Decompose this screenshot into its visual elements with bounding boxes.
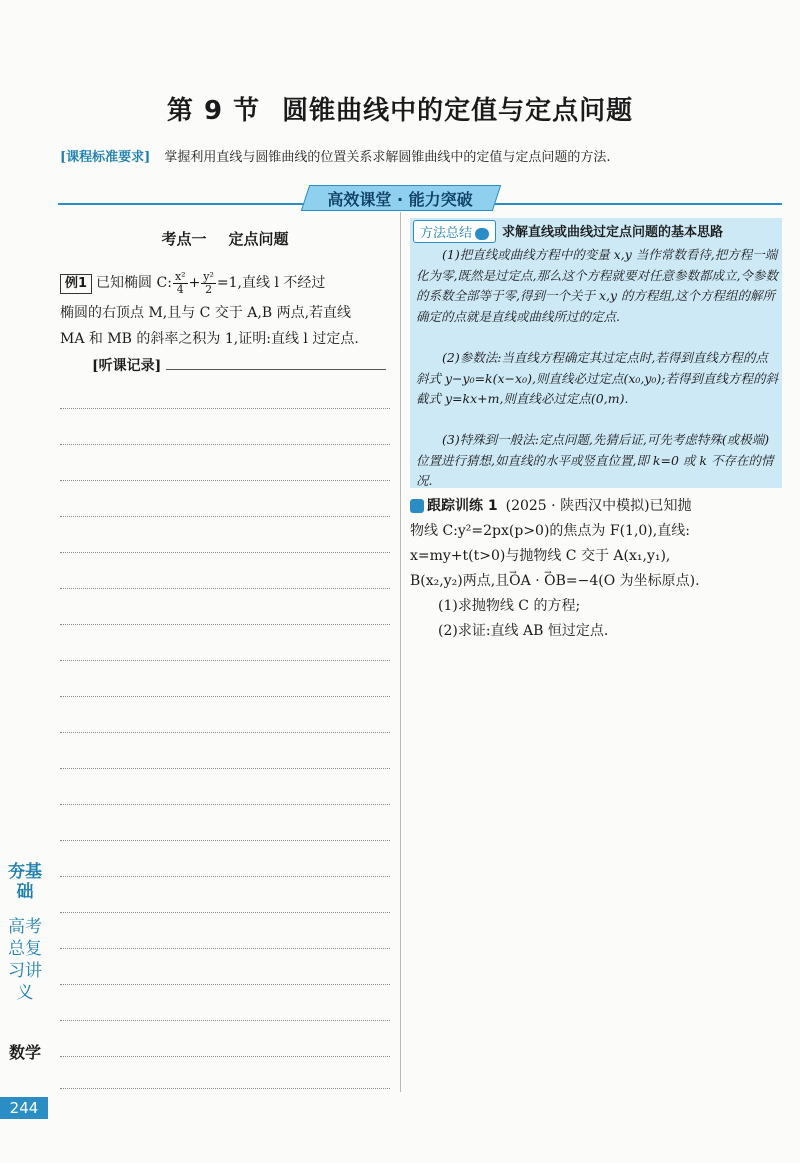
example-line-1 [60,270,395,296]
note-line[interactable] [60,624,390,626]
method-point-1 [416,245,778,327]
track-text-1: (2025 · 陕西汉中模拟)已知抛 [505,498,692,514]
vector-oa: → OA [509,573,531,589]
method-point-3-text: (3)特殊到一般法:定点问题,先猜后证,可先考虑特殊(或极端)位置进行猜想,如直线的水平或竖直位置,即 k=0 或 k 不存在的情况. [416,432,774,488]
pencil-icon [410,499,424,513]
note-line[interactable] [60,408,390,410]
column-divider [400,212,401,1092]
question-1: (1)求抛物线 C 的方程; [438,598,581,614]
note-line[interactable] [60,984,390,986]
note-line[interactable] [60,552,390,554]
note-line[interactable] [60,912,390,914]
track-line-4 [410,569,785,594]
note-line[interactable] [60,732,390,734]
fraction-x [173,271,188,296]
page-title [0,90,800,127]
method-tag [413,220,496,243]
fraction-x-num: x² [174,269,186,283]
vector-ob: → OB [544,573,566,589]
fraction-y [201,271,216,296]
fraction-x-den: 4 [176,282,184,296]
method-heading: 求解直线或曲线过定点问题的基本思路 [502,225,724,240]
note-line[interactable] [60,768,390,770]
example-text-a: 已知椭圆 C: [96,275,172,291]
note-line[interactable] [60,1020,390,1022]
fraction-y-den: 2 [205,282,213,296]
fraction-y-num: y² [203,269,214,283]
example-line-2: 椭圆的右顶点 M,且与 C 交于 A,B 两点,若直线 [60,305,352,321]
topic-label: 考点一 [161,230,207,248]
track-text-4a: B(x₂,y₂)两点,且 [410,573,510,589]
track-line-1 [410,494,785,519]
notes-label: [听课记录] [92,355,161,375]
note-line[interactable] [60,1088,390,1090]
section-title: 圆锥曲线中的定值与定点问题 [282,96,634,126]
side-series: 高考总复习讲义 [8,917,42,1003]
side-subject: 数学 [8,1043,41,1062]
topic-heading [60,228,390,249]
note-line[interactable] [60,516,390,518]
note-line[interactable] [60,444,390,446]
standard-text: 掌握利用直线与圆锥曲线的位置关系求解圆锥曲线中的定值与定点问题的方法. [164,150,611,165]
note-line[interactable] [60,876,390,878]
note-line[interactable] [60,588,390,590]
topic-title: 定点问题 [228,230,289,248]
course-standard [60,146,610,165]
note-line[interactable] [60,804,390,806]
example-text-b: =1,直线 l 不经过 [216,275,326,291]
method-tag-label: 方法总结 [420,226,473,241]
method-point-3 [416,430,778,492]
section-number: 第 9 节 [166,96,261,126]
note-line[interactable] [60,696,390,698]
plus-sign: + [188,275,201,291]
standard-tag: [课程标准要求] [60,150,151,165]
note-line[interactable] [60,948,390,950]
method-point-1-text: (1)把直线或曲线方程中的变量 x,y 当作常数看待,把方程一端化为零,既然是过定点,那么这个方程就要对任意参数都成立,令参数的系数全部等于零,得到一个关于 x,y 的方程组,这个方程组的解所确定的点就是直线或曲线所过的定点. [416,247,778,324]
track-line-3: x=my+t(t>0)与抛物线 C 交于 A(x₁,y₁), [410,548,671,564]
tracking-exercise [410,494,785,644]
track-tag: 跟踪训练 1 [427,498,498,514]
example-tag: 例1 [60,274,92,294]
note-line[interactable] [60,1056,390,1058]
dot-product: · [530,573,545,589]
track-text-4b: =−4(O 为坐标原点). [565,573,700,589]
example-line-3: MA 和 MB 的斜率之积为 1,证明:直线 l 过定点. [60,331,359,347]
track-line-2: 物线 C:y²=2px(p>0)的焦点为 F(1,0),直线: [410,523,690,539]
question-2: (2)求证:直线 AB 恒过定点. [438,623,609,639]
banner-title: 高效课堂 · 能力突破 [327,190,473,209]
method-point-2 [416,348,778,410]
note-line[interactable] [60,840,390,842]
speech-bubble-icon [475,228,489,240]
note-line[interactable] [60,660,390,662]
page-number: 244 [0,1097,48,1119]
side-brand: 夯基础 [8,862,42,902]
note-line[interactable] [60,480,390,482]
method-point-2-text: (2)参数法:当直线方程确定其过定点时,若得到直线方程的点斜式 y−y₀=k(x−x₀),则直线必过定点(x₀,y₀);若得到直线方程的斜截式 y=kx+m,则直线必过定点(0,m). [416,350,779,406]
example-1 [60,270,395,352]
